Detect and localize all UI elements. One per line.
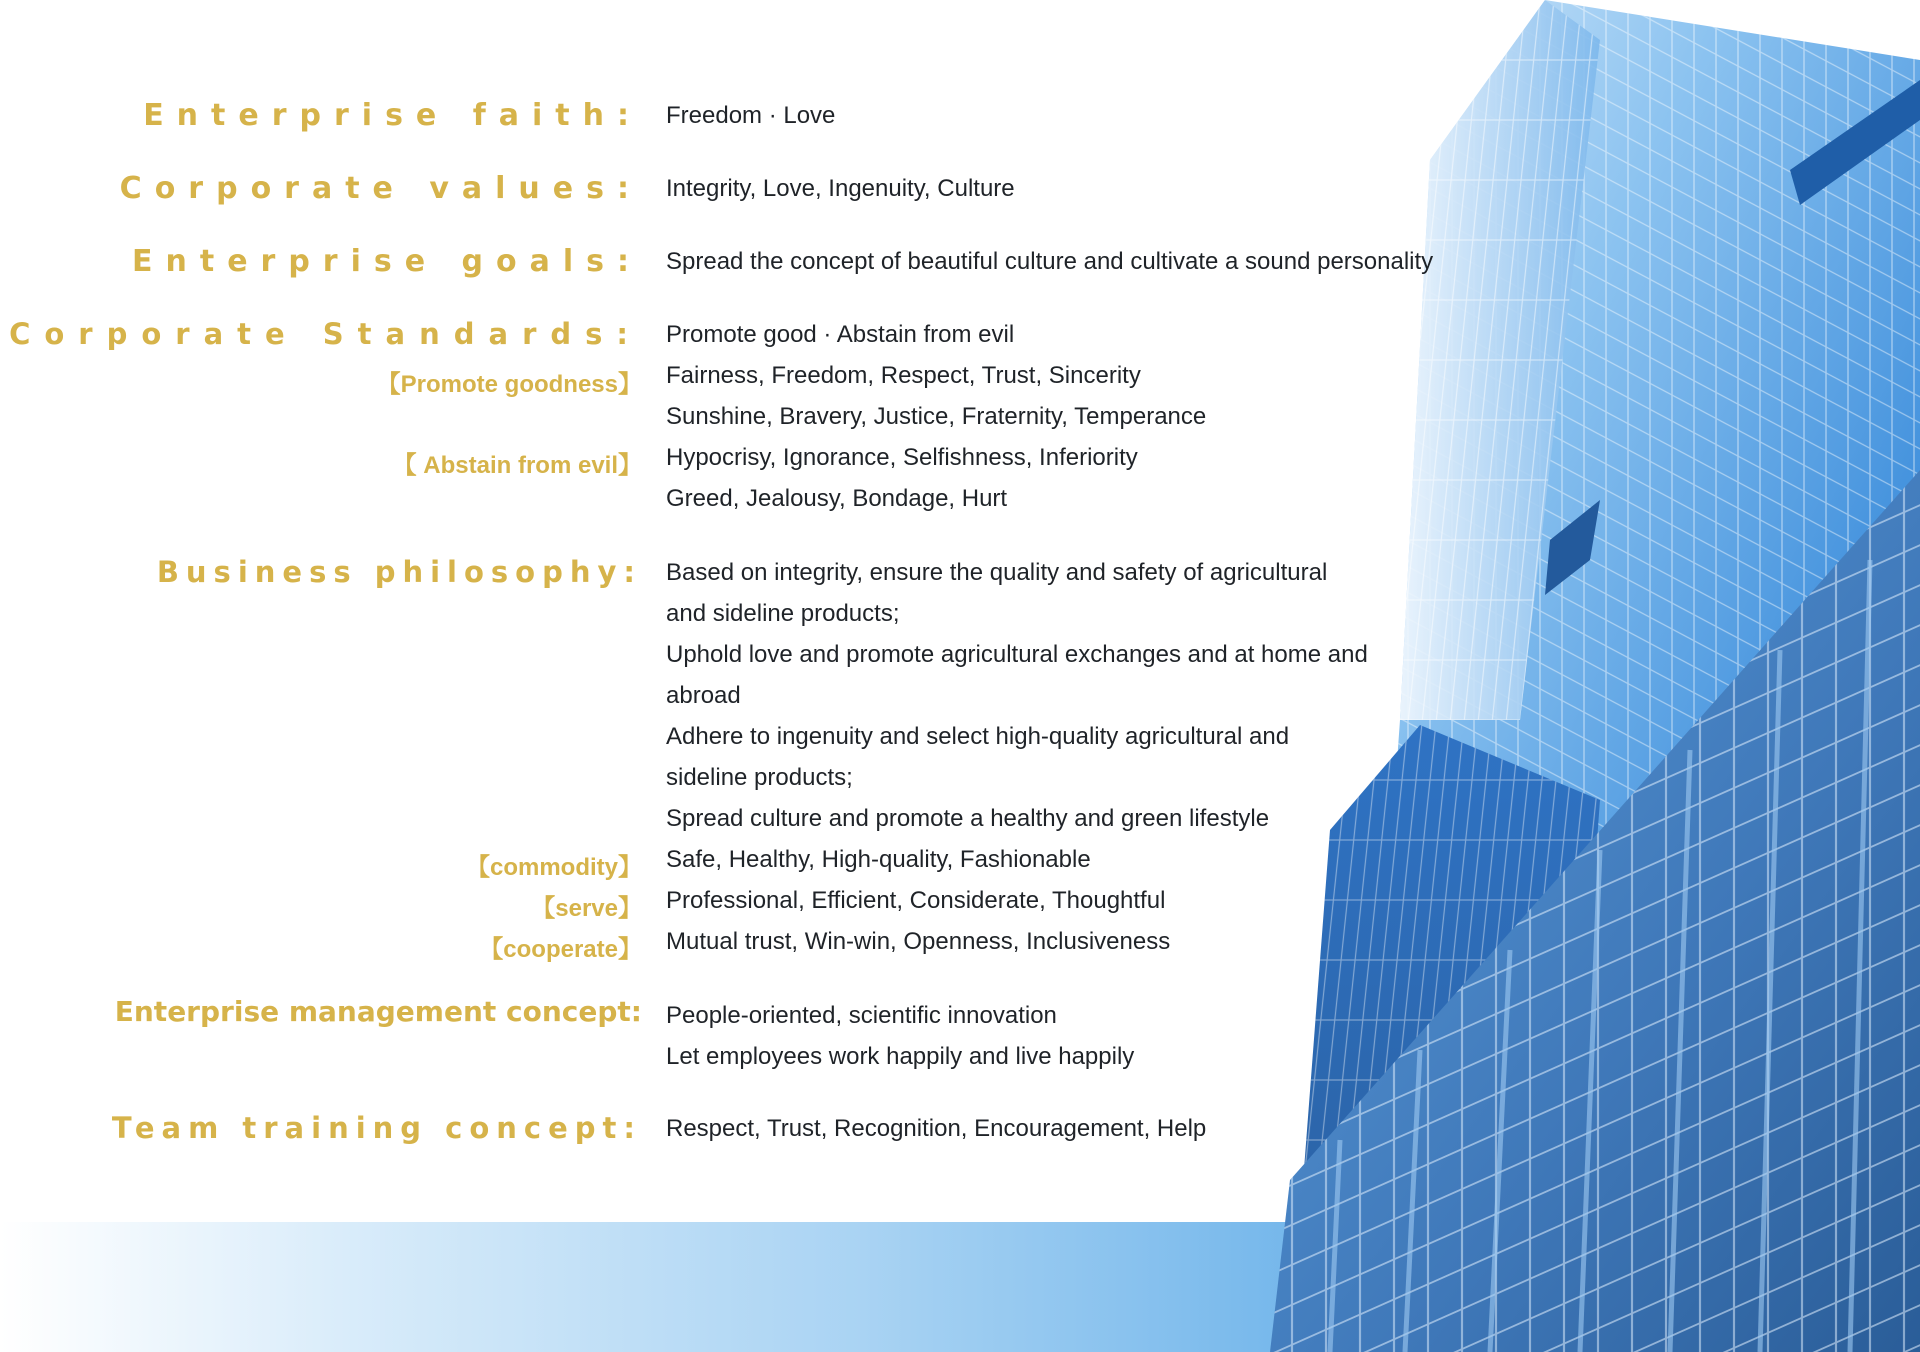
faith-value: Freedom · Love — [666, 102, 836, 129]
philosophy-line-5: Adhere to ingenuity and select high-quality agricultural and — [666, 723, 1290, 750]
philosophy-line-6: sideline products; — [666, 764, 853, 791]
philosophy-label: Business philosophy: — [156, 555, 642, 589]
promote-goodness-tag: 【Promote goodness】 — [376, 371, 642, 398]
abstain-evil-tag: 【 Abstain from evil】 — [392, 452, 642, 479]
goals-label: Enterprise goals: — [132, 244, 642, 279]
philosophy-line-3: Uphold love and promote agricultural exchanges and at home and — [666, 641, 1368, 668]
values-value: Integrity, Love, Ingenuity, Culture — [666, 175, 1015, 202]
management-label: Enterprise management concept: — [114, 995, 642, 1028]
training-value: Respect, Trust, Recognition, Encouragement, Help — [666, 1115, 1207, 1142]
philosophy-line-7: Spread culture and promote a healthy and green lifestyle — [666, 805, 1270, 832]
goals-value: Spread the concept of beautiful culture and cultivate a sound personality — [666, 248, 1434, 275]
philosophy-line-4: abroad — [666, 682, 741, 709]
serve-value: Professional, Efficient, Considerate, Thoughtful — [666, 887, 1166, 914]
commodity-value: Safe, Healthy, High-quality, Fashionable — [666, 846, 1091, 873]
management-line-1: People-oriented, scientific innovation — [666, 1002, 1057, 1029]
values-label: Corporate values: — [119, 171, 642, 206]
management-line-2: Let employees work happily and live happily — [666, 1043, 1135, 1070]
abstain-line-1: Hypocrisy, Ignorance, Selfishness, Inferiority — [666, 444, 1138, 471]
faith-label: Enterprise faith: — [143, 98, 642, 133]
philosophy-line-1: Based on integrity, ensure the quality and safety of agricultural — [666, 559, 1328, 586]
cooperate-tag: 【cooperate】 — [479, 936, 642, 963]
philosophy-line-2: and sideline products; — [666, 600, 900, 627]
standards-label: Corporate Standards: — [9, 317, 642, 351]
commodity-tag: 【commodity】 — [465, 854, 642, 881]
cooperate-value: Mutual trust, Win-win, Openness, Inclusiveness — [666, 928, 1171, 955]
training-label: Team training concept: — [111, 1111, 642, 1145]
promote-line-1: Fairness, Freedom, Respect, Trust, Sincerity — [666, 362, 1141, 389]
abstain-line-2: Greed, Jealousy, Bondage, Hurt — [666, 485, 1008, 512]
serve-tag: 【serve】 — [531, 895, 642, 922]
standards-value: Promote good · Abstain from evil — [666, 321, 1015, 348]
promote-line-2: Sunshine, Bravery, Justice, Fraternity, Temperance — [666, 403, 1207, 430]
